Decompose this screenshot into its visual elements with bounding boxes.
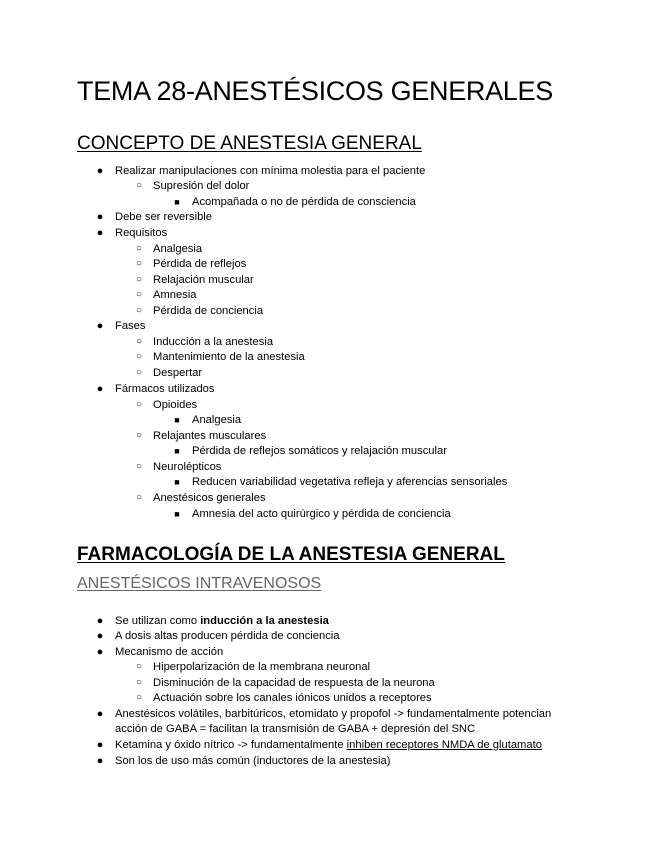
section-heading-concepto: CONCEPTO DE ANESTESIA GENERAL: [77, 133, 422, 154]
bullet-circle-icon: ○: [135, 305, 143, 316]
section-heading-farmacologia: FARMACOLOGÍA DE LA ANESTESIA GENERAL: [77, 544, 505, 565]
bullet-square-icon: ■: [174, 446, 180, 456]
bullet-square-icon: ■: [174, 415, 180, 425]
bullet-circle-icon: ○: [135, 661, 143, 672]
bullet-disc-icon: ●: [96, 755, 104, 767]
bullet-disc-icon: ●: [96, 211, 104, 223]
bullet-disc-icon: ●: [96, 615, 104, 627]
bullet-circle-icon: ○: [135, 430, 143, 441]
bullet-circle-icon: ○: [135, 677, 143, 688]
bullet-circle-icon: ○: [135, 461, 143, 472]
bullet-circle-icon: ○: [135, 289, 143, 300]
bullet-circle-icon: ○: [135, 258, 143, 269]
bullet-square-icon: ■: [174, 477, 180, 487]
bullet-disc-icon: ●: [96, 646, 104, 658]
bullet-circle-icon: ○: [135, 274, 143, 285]
bullet-circle-icon: ○: [135, 180, 143, 191]
bullet-disc-icon: ●: [96, 227, 104, 239]
bullet-disc-icon: ●: [96, 708, 104, 720]
bullet-circle-icon: ○: [135, 336, 143, 347]
bullet-circle-icon: ○: [135, 367, 143, 378]
bullet-square-icon: ■: [174, 509, 180, 519]
subsection-heading-intravenosos: ANESTÉSICOS INTRAVENOSOS: [77, 575, 322, 592]
bullet-disc-icon: ●: [96, 630, 104, 642]
bullet-circle-icon: ○: [135, 243, 143, 254]
document-page: TEMA 28-ANESTÉSICOS GENERALES CONCEPTO DE ANESTESIA GENERAL ● Realizar manipulaciones con mínima molestia para el paciente ○ Supresión del dolor ■ Acompañada o no de pérdida de consciencia ● Debe ser reversible ● Requisitos ○ Analgesia ○ Pérdida de reflejos ○ Relajación muscular ○ Amnesia ○ Pérdida de conciencia ● Fases ○ Inducción a la anestesia ○ Mantenimiento de la anestesia ○ Despertar ● Fármacos utilizados ○ Opioides ■ Analgesia ○ Relajantes musculares ■ Pérdida de reflejos somáticos y relajación muscular ○ Neurolépticos ■ Reducen variabilidad vegetativa refleja y aferencias sensoriales ○ Anestésicos generales ■ Amnesia del acto quirúrgico y pérdida de conciencia FARMACOLOGÍA DE LA ANESTESIA GENERAL ANESTÉSICOS INTRAVENOSOS ● Se utilizan como inducción a la anestesia ● A dosis altas producen pérdida de conciencia ● Mecanismo de acción ○ Hiperpolarización de la membrana neuronal ○ Disminución de la capacidad de respuesta de la neurona ○ Actuación sobre los canales iónicos unidos a receptores ● Anestésicos volátiles, barbitúricos, etomidato y propofol -> fundamentalmente potencian acción de GABA = facilitan la transmisión de GABA + depresión del SNC ● Ketamina y óxido nítrico -> fundamentalmente inhiben receptores NMDA de glutamato ● Son los de uso más común (inductores de la anestesia): [77, 76, 553, 767]
bullet-circle-icon: ○: [135, 351, 143, 362]
bullet-circle-icon: ○: [135, 492, 143, 503]
bullet-disc-icon: ●: [96, 383, 104, 395]
bullet-square-icon: ■: [174, 197, 180, 207]
bullet-disc-icon: ●: [96, 320, 104, 332]
bullet-disc-icon: ●: [96, 739, 104, 751]
bullet-disc-icon: ●: [96, 165, 104, 177]
page-title: TEMA 28-ANESTÉSICOS GENERALES: [77, 76, 553, 106]
bullet-circle-icon: ○: [135, 399, 143, 410]
bullet-circle-icon: ○: [135, 692, 143, 703]
